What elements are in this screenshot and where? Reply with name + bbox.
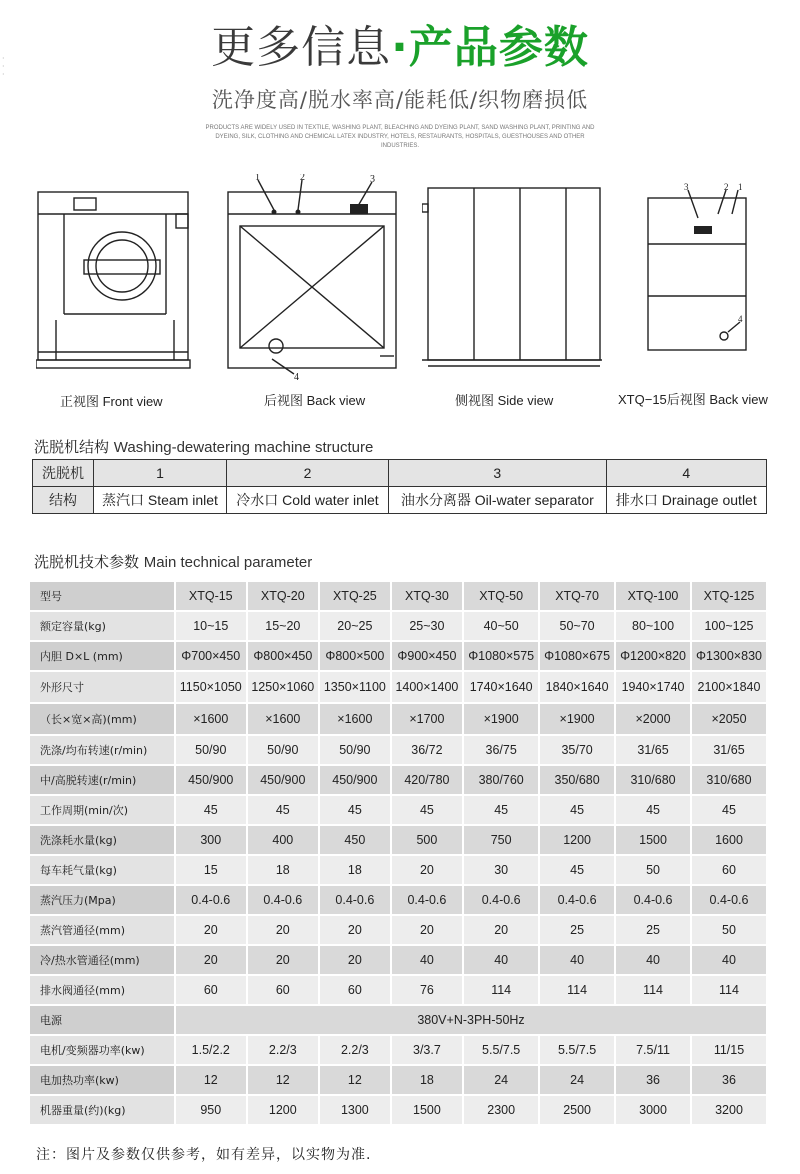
spec-cell: 20 [176,946,246,974]
spec-cell: 1940×1740 [616,672,690,702]
spec-cell: 20 [464,916,538,944]
side-view-caption: 侧视图 Side view [455,393,554,408]
spec-row-label: 电加热功率(kw) [30,1066,174,1094]
structure-number: 1 [94,460,227,487]
subtitle: 洗净度高/脱水率高/能耗低/织物磨损低 [211,88,589,112]
spec-cell: ×1900 [540,704,614,734]
spec-cell: 24 [464,1066,538,1094]
spec-cell: 0.4-0.6 [248,886,319,914]
spec-cell: 400 [248,826,319,854]
spec-cell: 1.5/2.2 [176,1036,246,1064]
spec-cell: 20 [392,856,463,884]
spec-cell: 500 [392,826,463,854]
spec-cell: 31/65 [616,736,690,764]
spec-cell: 20~25 [320,612,390,640]
spec-cell: 1300 [320,1096,390,1124]
spec-cell: Φ800×500 [320,642,390,670]
spec-row [30,886,766,914]
structure-row1-label: 洗脱机 [33,460,94,487]
spec-cell: 30 [464,856,538,884]
spec-cell: 20 [320,946,390,974]
spec-cell: 60 [692,856,766,884]
back15-callout-2: 2 [724,182,729,192]
spec-cell: 10~15 [176,612,246,640]
spec-cell: Φ1080×675 [540,642,614,670]
spec-cell: 380/760 [464,766,538,794]
spec-cell: 0.4-0.6 [392,886,463,914]
spec-cell: 12 [248,1066,319,1094]
spec-cell: 25 [616,916,690,944]
spec-cell: 1500 [392,1096,463,1124]
spec-cell: 300 [176,826,246,854]
spec-cell: 5.5/7.5 [540,1036,614,1064]
spec-row-label: 蒸汽压力(Mpa) [30,886,174,914]
spec-cell: 18 [248,856,319,884]
structure-number-row [33,460,767,487]
spec-row-label: 冷/热水管通径(mm) [30,946,174,974]
spec-cell: 18 [320,856,390,884]
spec-cell: 50~70 [540,612,614,640]
spec-cell: 0.4-0.6 [320,886,390,914]
spec-cell: Φ800×450 [248,642,319,670]
spec-cell: 45 [464,796,538,824]
spec-cell: 15 [176,856,246,884]
structure-title-cn: 洗脱机结构 [34,438,110,456]
structure-part: 冷水口 Cold water inlet [226,487,388,514]
spec-cell: 1150×1050 [176,672,246,702]
spec-cell: 3200 [692,1096,766,1124]
spec-title-cn: 洗脱机技术参数 [34,553,140,571]
structure-title [34,436,373,457]
spec-cell: Φ700×450 [176,642,246,670]
spec-cell: 1350×1100 [320,672,390,702]
spec-cell: 45 [248,796,319,824]
spec-row-label: 排水阀通径(mm) [30,976,174,1004]
spec-cell: 50/90 [248,736,319,764]
spec-cell: XTQ-70 [540,582,614,610]
spec-cell: 0.4-0.6 [692,886,766,914]
spec-title-en: Main technical parameter [143,554,313,571]
spec-cell: 1400×1400 [392,672,463,702]
back-view-caption: 后视图 Back view [264,393,366,408]
spec-row [30,1066,766,1094]
spec-cell: 2.2/3 [320,1036,390,1064]
structure-number: 2 [226,460,388,487]
spec-row-label: 电机/变频器功率(kw) [30,1036,174,1064]
spec-cell: 45 [392,796,463,824]
spec-cell: ×2050 [692,704,766,734]
spec-cell: 114 [464,976,538,1004]
spec-cell: 0.4-0.6 [464,886,538,914]
spec-cell: 12 [176,1066,246,1094]
structure-part: 蒸汽口 Steam inlet [94,487,227,514]
spec-cell: 36 [616,1066,690,1094]
page-title [0,22,800,74]
back-callout-4: 4 [294,372,299,383]
spec-cell: 2300 [464,1096,538,1124]
spec-cell: 60 [320,976,390,1004]
spec-cell: Φ1200×820 [616,642,690,670]
spec-cell: 950 [176,1096,246,1124]
spec-cell: 100~125 [692,612,766,640]
spec-row [30,826,766,854]
structure-table [32,459,767,514]
spec-cell: 114 [616,976,690,1004]
spec-cell: ×1600 [320,704,390,734]
front-view-caption: 正视图 Front view [60,394,163,409]
spec-cell: 0.4-0.6 [540,886,614,914]
spec-cell: 1200 [248,1096,319,1124]
spec-cell: 450 [320,826,390,854]
spec-row [30,796,766,824]
spec-cell: 80~100 [616,612,690,640]
spec-cell: 450/900 [320,766,390,794]
spec-cell: 1600 [692,826,766,854]
footnote: 注：图片及参数仅供参考，如有差异，以实物为准. [36,1147,372,1163]
spec-cell: XTQ-100 [616,582,690,610]
spec-row-label: 电源 [30,1006,174,1034]
english-note: PRODUCTS ARE WIDELY USED IN TEXTILE, WASHING PLANT, BLEACHING AND DYEING PLANT, SAND WASHING PLANT, PRINTING AND DYEING, SILK, CLOTHING AND CHEMICAL LATEX INDUSTRY, HOTELS, RESTAURANTS, HOSPITALS, GUESTHOUSES AND OTHER INDUSTRIES. [205,125,595,149]
spec-title [34,551,312,572]
spec-cell: 36/75 [464,736,538,764]
spec-cell: 40 [540,946,614,974]
spec-row-label: 型号 [30,582,174,610]
spec-table [28,580,768,1126]
spec-cell: 5.5/7.5 [464,1036,538,1064]
spec-cell: ×1900 [464,704,538,734]
spec-cell: XTQ-20 [248,582,319,610]
spec-cell: 20 [248,946,319,974]
spec-cell: 420/780 [392,766,463,794]
front-view-drawing [36,188,192,374]
spec-row [30,736,766,764]
spec-row [30,1006,766,1034]
side-view-drawing [422,186,602,372]
spec-cell: 11/15 [692,1036,766,1064]
spec-row [30,1036,766,1064]
spec-cell: 20 [248,916,319,944]
structure-part: 油水分离器 Oil-water separator [389,487,607,514]
spec-cell: 20 [392,916,463,944]
spec-row [30,766,766,794]
spec-cell: 40 [616,946,690,974]
structure-part: 排水口 Drainage outlet [606,487,766,514]
spec-row-label: 洗涤耗水量(kg) [30,826,174,854]
title-part2: 产品参数 [408,22,589,73]
spec-row-label: 洗涤/均布转速(r/min) [30,736,174,764]
spec-cell: 2500 [540,1096,614,1124]
back15-callout-3: 3 [684,182,689,192]
spec-cell: 60 [248,976,319,1004]
spec-row-label: 中/高脱转速(r/min) [30,766,174,794]
spec-cell: Φ1300×830 [692,642,766,670]
spec-cell: 31/65 [692,736,766,764]
spec-cell: Φ900×450 [392,642,463,670]
spec-cell: 0.4-0.6 [616,886,690,914]
spec-cell: 40 [464,946,538,974]
spec-row-label: 内胆 D×L (mm) [30,642,174,670]
spec-cell: 45 [692,796,766,824]
spec-cell: 3/3.7 [392,1036,463,1064]
spec-cell: 25~30 [392,612,463,640]
spec-cell: 1250×1060 [248,672,319,702]
spec-cell: 18 [392,1066,463,1094]
spec-cell: ×1700 [392,704,463,734]
spec-cell: 0.4-0.6 [176,886,246,914]
structure-row2-label: 结构 [33,487,94,514]
spec-cell: 12 [320,1066,390,1094]
spec-cell: 450/900 [248,766,319,794]
spec-cell: 50/90 [176,736,246,764]
structure-title-en: Washing-dewatering machine structure [113,439,374,456]
title-dot: · [391,22,409,73]
spec-cell: 45 [616,796,690,824]
spec-cell: 50 [692,916,766,944]
spec-cell: Φ1080×575 [464,642,538,670]
spec-cell: 36 [692,1066,766,1094]
spec-cell: 40~50 [464,612,538,640]
spec-cell: 350/680 [540,766,614,794]
spec-cell: 1740×1640 [464,672,538,702]
spec-cell: XTQ-25 [320,582,390,610]
spec-cell: 60 [176,976,246,1004]
spec-row [30,612,766,640]
spec-cell: 2100×1840 [692,672,766,702]
spec-row-label: （长×宽×高)(mm) [30,704,174,734]
spec-table-body [30,582,766,1124]
spec-cell: 310/680 [692,766,766,794]
title-part1: 更多信息 [211,22,392,73]
spec-cell: 35/70 [540,736,614,764]
spec-row [30,582,766,610]
spec-cell: ×1600 [248,704,319,734]
spec-cell: 15~20 [248,612,319,640]
spec-row-label: 工作周期(min/次) [30,796,174,824]
spec-cell: 310/680 [616,766,690,794]
structure-number: 4 [606,460,766,487]
spec-row-label: 机器重量(约)(kg) [30,1096,174,1124]
spec-cell: 7.5/11 [616,1036,690,1064]
edge-dots: · · · [2,54,5,79]
spec-cell: 76 [392,976,463,1004]
spec-cell: 1840×1640 [540,672,614,702]
spec-cell: 36/72 [392,736,463,764]
spec-row [30,946,766,974]
back15-callout-1: 1 [738,182,743,192]
spec-row [30,642,766,670]
spec-cell: 1500 [616,826,690,854]
spec-row [30,704,766,734]
spec-cell: 2.2/3 [248,1036,319,1064]
spec-cell: 114 [540,976,614,1004]
spec-cell: 45 [320,796,390,824]
back-callout-3: 3 [370,174,375,185]
spec-merged-cell: 380V+N-3PH-50Hz [176,1006,766,1034]
spec-row [30,856,766,884]
spec-row [30,916,766,944]
spec-cell: 45 [176,796,246,824]
spec-cell: 450/900 [176,766,246,794]
spec-row-label: 外形尺寸 [30,672,174,702]
spec-cell: 40 [692,946,766,974]
spec-cell: XTQ-30 [392,582,463,610]
spec-cell: 3000 [616,1096,690,1124]
spec-cell: 24 [540,1066,614,1094]
back-callout-2: 2 [300,174,305,183]
spec-cell: 50/90 [320,736,390,764]
structure-number: 3 [389,460,607,487]
back-callout-1: 1 [255,174,260,183]
spec-cell: ×1600 [176,704,246,734]
spec-row-label: 额定容量(kg) [30,612,174,640]
spec-cell: 20 [176,916,246,944]
spec-cell: 50 [616,856,690,884]
spec-cell: 750 [464,826,538,854]
back15-callout-4: 4 [738,314,743,324]
spec-cell: ×2000 [616,704,690,734]
structure-part-row [33,487,767,514]
spec-cell: 45 [540,856,614,884]
spec-row [30,672,766,702]
spec-row [30,976,766,1004]
spec-row-label: 每车耗气量(kg) [30,856,174,884]
spec-cell: 40 [392,946,463,974]
spec-cell: 25 [540,916,614,944]
back-view-drawing [222,174,402,384]
spec-cell: 1200 [540,826,614,854]
spec-row [30,1096,766,1124]
spec-row-label: 蒸汽管通径(mm) [30,916,174,944]
spec-cell: XTQ-15 [176,582,246,610]
spec-cell: 114 [692,976,766,1004]
spec-cell: XTQ-125 [692,582,766,610]
spec-cell: XTQ-50 [464,582,538,610]
spec-cell: 45 [540,796,614,824]
back15-view-drawing [644,176,752,356]
back15-view-caption: XTQ−15后视图 Back view [618,392,768,407]
spec-cell: 20 [320,916,390,944]
